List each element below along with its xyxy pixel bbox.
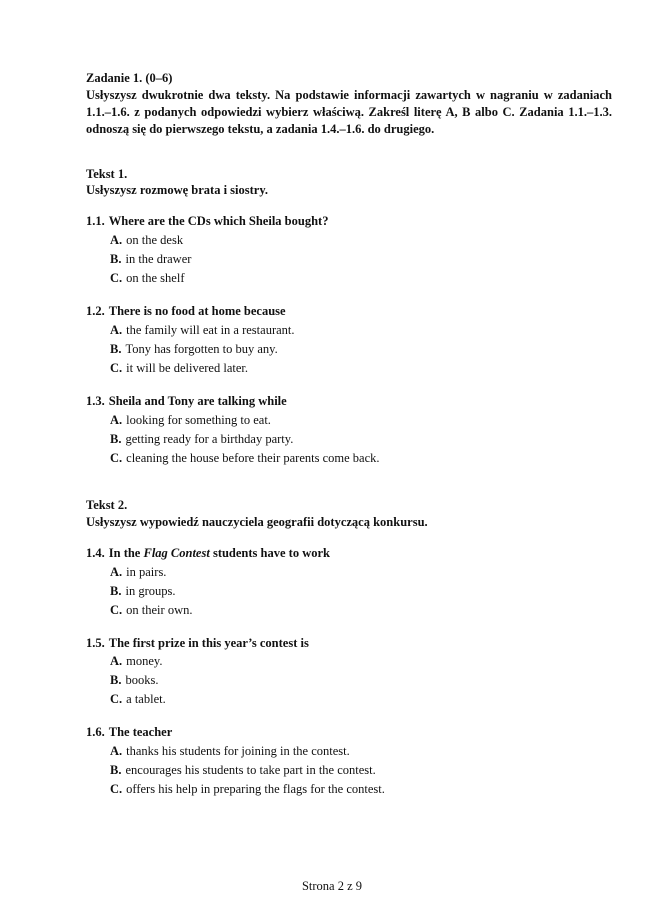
answer-option-a[interactable] xyxy=(110,412,612,431)
answer-option-c[interactable] xyxy=(110,450,612,469)
option-letter: C. xyxy=(110,782,123,797)
answer-option-a[interactable] xyxy=(110,564,612,583)
answer-option-c[interactable] xyxy=(110,602,612,621)
question-text xyxy=(86,393,612,410)
task-title: Zadanie 1. (0–6) xyxy=(86,71,173,85)
page-number: Strona 2 z 9 xyxy=(301,879,363,893)
answer-option-c[interactable] xyxy=(110,360,612,379)
option-text: in pairs. xyxy=(126,564,167,579)
answer-option-b[interactable] xyxy=(110,341,612,360)
option-text: books. xyxy=(125,673,159,688)
option-letter: A. xyxy=(110,564,123,579)
question-stem: There is no food at home because xyxy=(108,304,286,319)
exam-page xyxy=(86,70,612,800)
question-text xyxy=(86,724,612,741)
option-letter: C. xyxy=(110,602,123,617)
option-text: thanks his students for joining in the contest. xyxy=(126,744,350,759)
question-1-5 xyxy=(86,635,612,711)
text-section-1 xyxy=(86,166,612,469)
option-letter: B. xyxy=(110,763,122,778)
option-text: getting ready for a birthday party. xyxy=(125,431,294,446)
answer-options xyxy=(110,743,612,800)
question-number: 1.3. xyxy=(86,394,105,408)
option-letter: B. xyxy=(110,252,122,267)
answer-options xyxy=(110,232,612,289)
section-description: Usłyszysz wypowiedź nauczyciela geografii dotyczącą konkursu. xyxy=(86,514,428,529)
question-1-6 xyxy=(86,724,612,800)
answer-option-b[interactable] xyxy=(110,583,612,602)
option-letter: A. xyxy=(110,323,123,337)
option-letter: C. xyxy=(110,450,123,465)
answer-option-b[interactable] xyxy=(110,762,612,781)
option-letter: A. xyxy=(110,412,123,427)
option-letter: A. xyxy=(110,744,123,759)
option-letter: C. xyxy=(110,692,123,707)
question-text xyxy=(86,213,612,230)
question-stem: Sheila and Tony are talking while xyxy=(108,394,287,408)
option-text: cleaning the house before their parents come back. xyxy=(126,450,380,465)
question-1-3 xyxy=(86,393,612,469)
option-letter: C. xyxy=(110,361,123,375)
answer-options xyxy=(110,322,612,379)
option-text: on the desk xyxy=(126,233,184,248)
text-section-2 xyxy=(86,497,612,800)
answer-option-b[interactable] xyxy=(110,251,612,270)
option-text: a tablet. xyxy=(126,692,166,707)
section-title: Tekst 1. xyxy=(86,166,128,181)
answer-option-b[interactable] xyxy=(110,672,612,691)
question-text-italic: Flag Contest xyxy=(143,545,210,560)
question-number: 1.5. xyxy=(86,635,105,650)
option-letter: B. xyxy=(110,342,122,356)
question-text xyxy=(86,635,612,652)
answer-option-a[interactable] xyxy=(110,322,612,341)
question-text-pre: In the xyxy=(108,545,141,560)
question-text xyxy=(86,303,612,320)
option-text: money. xyxy=(126,654,163,669)
answer-option-a[interactable] xyxy=(110,232,612,251)
answer-option-c[interactable] xyxy=(110,270,612,289)
option-letter: B. xyxy=(110,431,122,446)
question-1-2 xyxy=(86,303,612,379)
question-number: 1.6. xyxy=(86,725,105,740)
question-stem: Where are the CDs which Sheila bought? xyxy=(108,214,329,229)
option-text: the family will eat in a restaurant. xyxy=(126,323,295,337)
answer-option-c[interactable] xyxy=(110,781,612,800)
answer-option-a[interactable] xyxy=(110,743,612,762)
option-text: on the shelf xyxy=(126,271,185,286)
question-number: 1.1. xyxy=(86,214,105,229)
question-text-post: students have to work xyxy=(212,545,330,560)
answer-option-b[interactable] xyxy=(110,431,612,450)
question-stem: The teacher xyxy=(108,725,173,740)
option-text: Tony has forgotten to buy any. xyxy=(125,342,278,356)
option-letter: B. xyxy=(110,673,122,688)
question-text xyxy=(86,545,612,562)
question-1-4 xyxy=(86,545,612,621)
option-text: it will be delivered later. xyxy=(126,361,248,375)
option-text: on their own. xyxy=(126,602,193,617)
option-text: in groups. xyxy=(125,583,176,598)
text-sections xyxy=(86,166,612,801)
question-1-1 xyxy=(86,213,612,289)
option-text: in the drawer xyxy=(125,252,192,267)
section-title: Tekst 2. xyxy=(86,497,128,512)
answer-options xyxy=(110,412,612,469)
question-number: 1.2. xyxy=(86,304,105,319)
answer-option-a[interactable] xyxy=(110,653,612,672)
option-text: encourages his students to take part in the contest. xyxy=(125,763,376,778)
answer-options xyxy=(110,653,612,710)
answer-options xyxy=(110,564,612,621)
option-text: offers his help in preparing the flags for the contest. xyxy=(126,782,385,797)
option-letter: A. xyxy=(110,233,123,248)
section-description: Usłyszysz rozmowę brata i siostry. xyxy=(86,183,269,198)
question-number: 1.4. xyxy=(86,545,105,560)
option-letter: A. xyxy=(110,654,123,669)
question-stem: The first prize in this year’s contest is xyxy=(108,635,309,650)
option-letter: C. xyxy=(110,271,123,286)
task-instruction: Usłyszysz dwukrotnie dwa teksty. Na podstawie informacji zawartych w nagraniu w zadaniach 1.1.–1.6. z podanych odpowiedzi wybierz właściwą. Zakreśl literę A, B albo C. Zadania 1.1.–1.3. odnoszą się do pierwszego tekstu, a zadania 1.4.–1.6. do drugiego. xyxy=(86,87,612,136)
option-letter: B. xyxy=(110,583,122,598)
option-text: looking for something to eat. xyxy=(126,412,271,427)
answer-option-c[interactable] xyxy=(110,691,612,710)
